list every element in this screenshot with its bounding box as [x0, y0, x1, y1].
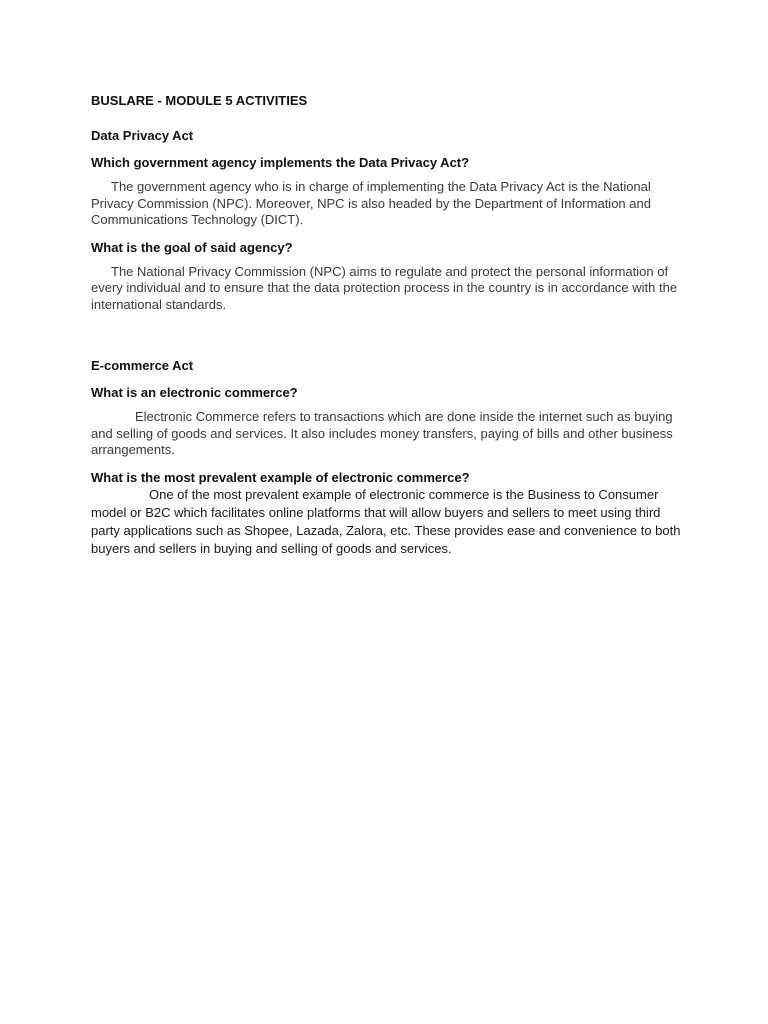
question-text: Which government agency implements the Data Privacy Act? [91, 155, 470, 170]
question-text: What is the goal of said agency? [91, 239, 293, 255]
section-heading: E-commerce Act [91, 358, 194, 373]
document-title: BUSLARE - MODULE 5 ACTIVITIES [91, 93, 308, 108]
question-text: What is an electronic commerce? [91, 385, 298, 400]
section-e-commerce-act [91, 357, 691, 558]
section-spacer [91, 323, 691, 357]
answer-text: The government agency who is in charge of implementing the Data Privacy Act is the National Privacy Commission (NPC). Moreover, NPC is also headed by the Department of Information and Communications Technology (DICT). [91, 179, 651, 227]
document-page [91, 92, 691, 568]
answer-text: The National Privacy Commission (NPC) aims to regulate and protect the personal information of every individual and to ensure that the data protection process in the country is in accordance with the international standards. [91, 263, 678, 312]
section-data-privacy-act [91, 127, 691, 313]
answer-text: Electronic Commerce refers to transactions which are done inside the internet such as buying and selling of goods and services. It also includes money transfers, paying of bills and other business arrangements. [91, 409, 673, 457]
section-heading: Data Privacy Act [91, 128, 194, 143]
question-text: What is the most prevalent example of electronic commerce? [91, 469, 470, 485]
answer-text: One of the most prevalent example of electronic commerce is the Business to Consumer model or B2C which facilitates online platforms that will allow buyers and sellers to meet using third party applications such as Shopee, Lazada, Zalora, etc. These provides ease and convenience to both buyers and sellers in buying and selling of goods and services. [91, 486, 681, 556]
